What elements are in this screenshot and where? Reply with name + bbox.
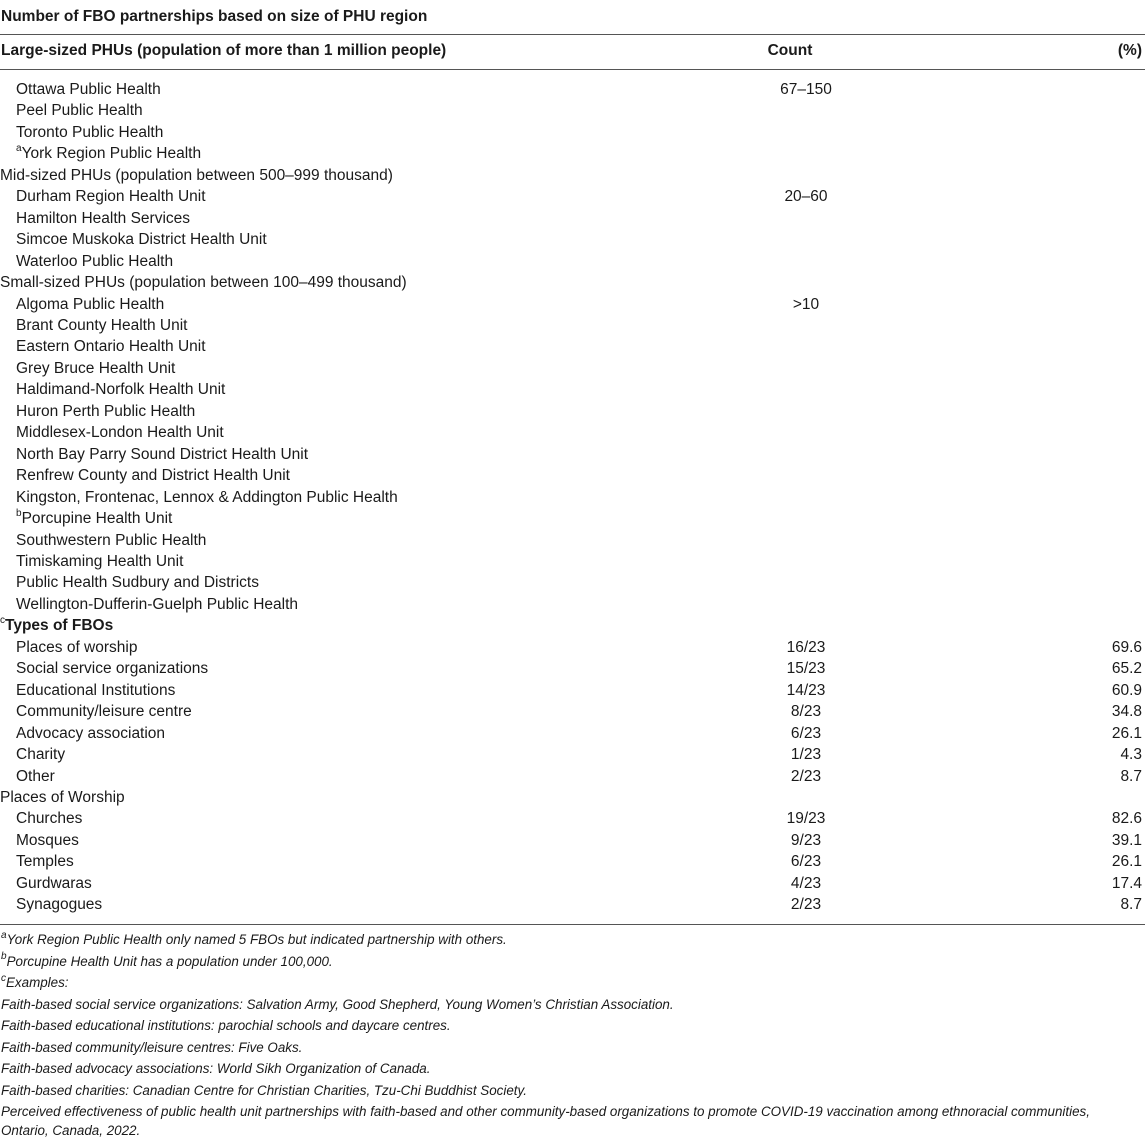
percent-cell	[896, 294, 1145, 315]
table-row	[0, 272, 1145, 293]
row-label	[0, 787, 716, 808]
count-cell	[716, 379, 896, 400]
row-label-text: Gurdwaras	[16, 874, 92, 892]
footnote	[1, 1015, 1141, 1037]
row-label-text: Mid-sized PHUs (population between 500–999 thousand)	[0, 166, 393, 184]
table-row	[0, 744, 1145, 765]
percent-cell	[896, 336, 1145, 357]
row-label-text: Timiskaming Health Unit	[16, 552, 184, 570]
count-cell	[716, 508, 896, 529]
percent-cell	[896, 465, 1145, 486]
footnote-text: Porcupine Health Unit has a population under 100,000.	[6, 953, 333, 969]
row-label	[0, 401, 716, 422]
row-label-text: Types of FBOs	[5, 617, 114, 635]
percent-cell: 82.6	[1111, 810, 1142, 828]
row-label	[0, 808, 716, 829]
table-row	[0, 379, 1145, 400]
row-label	[0, 336, 716, 357]
row-label-text: Places of Worship	[0, 788, 125, 806]
count-cell	[716, 465, 896, 486]
row-label	[0, 487, 716, 508]
row-label-text: Grey Bruce Health Unit	[16, 359, 176, 377]
row-label	[0, 615, 716, 636]
percent-cell	[896, 229, 1145, 250]
top-rule	[0, 34, 1145, 35]
percent-cell	[896, 615, 1145, 636]
row-label	[0, 358, 716, 379]
row-label	[0, 637, 716, 658]
row-label	[0, 744, 716, 765]
row-label	[0, 701, 716, 722]
row-label-text: Places of worship	[16, 638, 138, 656]
footnote-marker: c	[0, 615, 5, 627]
table-row	[0, 165, 1145, 186]
percent-cell: 60.9	[1111, 681, 1142, 699]
row-label	[0, 594, 716, 615]
table-row	[0, 315, 1145, 336]
table-row	[0, 572, 1145, 593]
table-row	[0, 294, 1145, 315]
row-label	[0, 680, 716, 701]
count-cell: 6/23	[790, 853, 822, 871]
percent-cell	[896, 315, 1145, 336]
table-row	[0, 465, 1145, 486]
percent-cell	[896, 186, 1145, 207]
footnote-text: Faith-based social service organizations: Salvation Army, Good Shepherd, Young Women’s Christian Association.	[1, 996, 674, 1012]
percent-cell	[896, 208, 1145, 229]
count-cell: 67–150	[780, 81, 832, 98]
table-row	[0, 208, 1145, 229]
table-row	[0, 894, 1145, 915]
row-label	[0, 444, 716, 465]
table-body	[0, 79, 1145, 916]
footnote	[1, 972, 1141, 994]
count-cell: 20–60	[784, 188, 828, 206]
percent-cell	[896, 530, 1145, 551]
row-label	[0, 766, 716, 787]
row-label	[0, 272, 716, 293]
footnote	[1, 1058, 1141, 1080]
row-label-text: Algoma Public Health	[16, 295, 165, 313]
row-label	[0, 186, 716, 207]
row-label	[0, 294, 716, 315]
count-cell: 9/23	[790, 831, 822, 849]
row-label-text: Renfrew County and District Health Unit	[16, 467, 290, 485]
percent-cell	[896, 251, 1145, 272]
percent-cell: 8.7	[1120, 896, 1142, 914]
percent-cell	[896, 787, 1145, 808]
percent-cell	[896, 358, 1145, 379]
count-cell	[716, 487, 896, 508]
row-label-text: Southwestern Public Health	[16, 531, 207, 549]
row-label-text: Peel Public Health	[16, 102, 143, 120]
table-row	[0, 336, 1145, 357]
table-title: Number of FBO partnerships based on size of PHU region	[1, 8, 428, 25]
percent-cell: 65.2	[1111, 660, 1142, 678]
row-label-text: Waterloo Public Health	[16, 252, 174, 270]
count-cell: 6/23	[790, 724, 822, 742]
row-label-text: Simcoe Muskoka District Health Unit	[16, 231, 267, 249]
table-row	[0, 487, 1145, 508]
row-label	[0, 723, 716, 744]
percent-cell	[896, 100, 1145, 121]
table-row	[0, 444, 1145, 465]
row-label-text: Kingston, Frontenac, Lennox & Addington Public Health	[16, 488, 398, 506]
footnote-text: Faith-based charities: Canadian Centre for Christian Charities, Tzu-Chi Buddhist Society.	[1, 1082, 527, 1098]
footnote-marker: c	[1, 972, 6, 984]
row-label-text: Other	[16, 767, 55, 785]
table-row	[0, 637, 1145, 658]
table-row	[0, 615, 1145, 636]
row-label-text: Social service organizations	[16, 660, 209, 678]
row-label	[0, 379, 716, 400]
footnote	[1, 994, 1141, 1016]
table-row	[0, 251, 1145, 272]
row-label	[0, 251, 716, 272]
table-row	[0, 658, 1145, 679]
count-cell	[716, 272, 896, 293]
percent-cell: 69.6	[1111, 638, 1142, 656]
row-label-text: Toronto Public Health	[16, 123, 164, 141]
percent-cell: 26.1	[1111, 724, 1142, 742]
percent-cell	[896, 594, 1145, 615]
footnote-text: Faith-based educational institutions: parochial schools and daycare centres.	[1, 1018, 451, 1033]
table-caption: Perceived effectiveness of public health unit partnerships with faith-based and other community-based organizations to promote COVID-19 vaccination among ethnoracial communities, Ontario, Canada, 2022.	[1, 1104, 1090, 1138]
count-cell	[716, 100, 896, 121]
row-label	[0, 894, 716, 915]
row-label-text: Haldimand-Norfolk Health Unit	[16, 381, 226, 399]
row-label-text: Community/leisure centre	[16, 703, 192, 721]
table-row	[0, 186, 1145, 207]
row-label-text: North Bay Parry Sound District Health Unit	[16, 445, 309, 463]
footnote-text: Faith-based advocacy associations: World Sikh Organization of Canada.	[1, 1061, 431, 1076]
count-cell	[716, 229, 896, 250]
percent-cell	[896, 379, 1145, 400]
footnote-marker: a	[16, 143, 22, 155]
row-label	[0, 315, 716, 336]
percent-cell: 26.1	[1111, 853, 1142, 871]
column-header-count: Count	[767, 42, 813, 59]
count-cell	[716, 551, 896, 572]
row-label	[0, 830, 716, 851]
count-cell: 4/23	[790, 874, 822, 892]
row-label	[0, 422, 716, 443]
count-cell	[716, 530, 896, 551]
row-label-text: Small-sized PHUs (population between 100–499 thousand)	[0, 274, 407, 292]
row-label	[0, 551, 716, 572]
percent-cell	[896, 572, 1145, 593]
row-label	[0, 851, 716, 872]
row-label-text: Huron Perth Public Health	[16, 402, 196, 420]
footnote	[1, 1080, 1141, 1102]
row-label-text: Porcupine Health Unit	[21, 510, 173, 528]
footnote-marker: b	[16, 507, 22, 519]
count-cell	[716, 594, 896, 615]
row-label-text: Hamilton Health Services	[16, 209, 191, 227]
row-label	[0, 508, 716, 529]
table-row	[0, 551, 1145, 572]
row-label-text: Durham Region Health Unit	[16, 188, 206, 206]
table-row	[0, 787, 1145, 808]
count-cell	[716, 122, 896, 143]
count-cell	[716, 444, 896, 465]
count-cell	[716, 401, 896, 422]
row-label-text: Public Health Sudbury and Districts	[16, 574, 259, 592]
percent-cell: 17.4	[1111, 874, 1142, 892]
table-row	[0, 530, 1145, 551]
count-cell	[716, 315, 896, 336]
count-cell	[716, 572, 896, 593]
count-cell	[716, 358, 896, 379]
table-row	[0, 701, 1145, 722]
table-row	[0, 873, 1145, 894]
count-cell	[716, 336, 896, 357]
table-row	[0, 422, 1145, 443]
table-row	[0, 100, 1145, 121]
data-table	[0, 79, 1145, 916]
count-cell	[716, 422, 896, 443]
footnote-text: Faith-based community/leisure centres: Five Oaks.	[1, 1039, 303, 1055]
count-cell: >10	[792, 295, 820, 313]
row-label-text: York Region Public Health	[21, 145, 202, 163]
row-label-text: Wellington-Dufferin-Guelph Public Health	[16, 595, 299, 613]
count-cell: 2/23	[790, 896, 822, 914]
table-row	[0, 229, 1145, 250]
percent-cell	[896, 122, 1145, 143]
row-label	[0, 530, 716, 551]
row-label	[0, 658, 716, 679]
bottom-rule	[0, 924, 1145, 925]
footnote	[1, 1037, 1141, 1059]
row-label	[0, 572, 716, 593]
table-row	[0, 143, 1145, 164]
row-label-text: Mosques	[16, 831, 79, 849]
percent-cell	[896, 508, 1145, 529]
table-row	[0, 680, 1145, 701]
table-row	[0, 401, 1145, 422]
footnote	[1, 951, 1141, 973]
table-row	[0, 508, 1145, 529]
count-cell	[716, 143, 896, 164]
percent-cell	[896, 487, 1145, 508]
row-label-text: Middlesex-London Health Unit	[16, 424, 224, 442]
footnote-text: Examples:	[6, 975, 69, 990]
percent-cell: 8.7	[1120, 767, 1142, 785]
row-label	[0, 79, 716, 100]
row-label	[0, 165, 716, 186]
row-label	[0, 143, 716, 164]
row-label-text: Advocacy association	[16, 724, 166, 742]
count-cell: 2/23	[790, 767, 822, 785]
count-cell	[716, 251, 896, 272]
column-header-percent: (%)	[1117, 42, 1142, 59]
percent-cell	[896, 551, 1145, 572]
table-row	[0, 594, 1145, 615]
percent-cell: 34.8	[1111, 703, 1142, 721]
table-row	[0, 723, 1145, 744]
count-cell: 16/23	[786, 638, 826, 656]
table-row	[0, 830, 1145, 851]
count-cell: 1/23	[790, 746, 822, 764]
table-row	[0, 79, 1145, 100]
column-header-group: Large-sized PHUs (population of more than 1 million people)	[1, 42, 447, 59]
percent-cell	[896, 272, 1145, 293]
count-cell	[716, 208, 896, 229]
row-label	[0, 122, 716, 143]
row-label-text: Brant County Health Unit	[16, 316, 188, 334]
row-label	[0, 208, 716, 229]
percent-cell	[896, 444, 1145, 465]
row-label-text: Educational Institutions	[16, 681, 176, 699]
percent-cell	[896, 401, 1145, 422]
percent-cell	[896, 79, 1145, 100]
table-footnotes	[1, 929, 1141, 1140]
count-cell: 14/23	[786, 681, 826, 699]
percent-cell	[896, 422, 1145, 443]
row-label	[0, 873, 716, 894]
percent-cell	[896, 143, 1145, 164]
count-cell: 15/23	[786, 660, 826, 678]
row-label	[0, 465, 716, 486]
table-row	[0, 122, 1145, 143]
row-label	[0, 229, 716, 250]
footnote-marker: a	[1, 929, 7, 941]
row-label-text: Churches	[16, 810, 83, 828]
count-cell	[716, 615, 896, 636]
table-row	[0, 851, 1145, 872]
table-row	[0, 358, 1145, 379]
footnote-text: York Region Public Health only named 5 FBOs but indicated partnership with others.	[6, 932, 507, 947]
percent-cell	[896, 165, 1145, 186]
row-label-text: Eastern Ontario Health Unit	[16, 338, 206, 356]
row-label-text: Charity	[16, 746, 66, 764]
count-cell: 8/23	[790, 703, 822, 721]
count-cell	[716, 787, 896, 808]
count-cell	[716, 165, 896, 186]
footnote	[1, 929, 1141, 951]
count-cell: 19/23	[786, 810, 826, 828]
header-rule	[0, 69, 1145, 70]
table-row	[0, 808, 1145, 829]
row-label-text: Ottawa Public Health	[16, 81, 161, 98]
footnote-marker: b	[1, 951, 7, 963]
table-row	[0, 766, 1145, 787]
percent-cell: 39.1	[1111, 831, 1142, 849]
row-label	[0, 100, 716, 121]
row-label-text: Temples	[16, 853, 74, 871]
percent-cell: 4.3	[1120, 746, 1142, 764]
row-label-text: Synagogues	[16, 896, 103, 914]
